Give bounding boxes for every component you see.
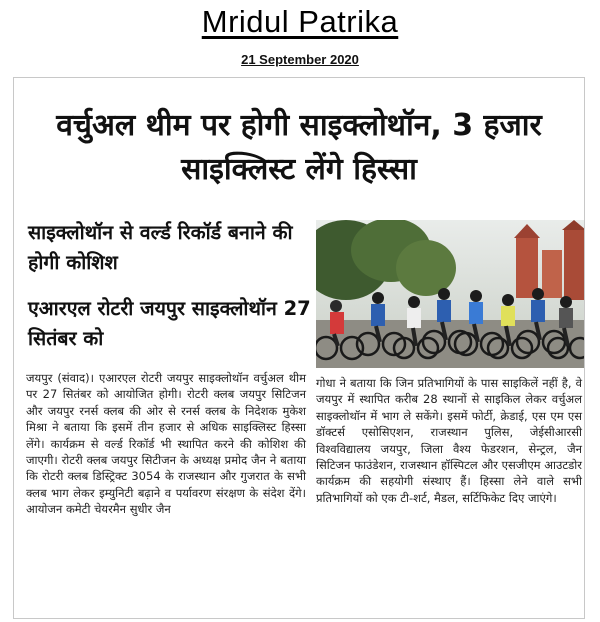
article-body-column-1: जयपुर (संवाद)। एआरएल रोटरी जयपुर साइक्लोथॉन वर्चुअल थीम पर 27 सितंबर को आयोजित होगी। रोटरी क्लब जयपुर सिटिजन और जयपुर रनर्स क्लब की ओर से रनर्स क्लब के निदेशक मुकेश मिश्रा ने बताया कि इसमें तीन हजार से अधिक साइक्लिस्ट हिस्सा लेंगे। कार्यक्रम से वर्ल्ड रिकॉर्ड भी स्थापित करने की कोशिश की जाएगी। रोटरी क्लब जयपुर सिटीजन के अध्यक्ष प्रमोद जैन ने बताया कि रोटरी क्लब डिस्ट्रिक्ट 3054 के राजस्थान और गुजरात के सभी क्लब भाग लेकर इम्युनिटी बढ़ाने व पर्यावरण संरक्षण के संदेश देंगे। आयोजन कमेटी चेयरमैन सुधीर जैन xyxy=(26,371,306,517)
masthead xyxy=(0,4,600,40)
news-clipping xyxy=(13,77,585,619)
publication-name: Mridul Patrika xyxy=(201,4,399,39)
subheadline-event-date: एआरएल रोटरी जयपुर साइक्लोथॉन 27 सितंबर को xyxy=(28,297,311,350)
cyclists-photo xyxy=(316,220,584,368)
article-headline: वर्चुअल थीम पर होगी साइक्लोथॉन, 3 हजार साइक्लिस्ट लेंगे हिस्सा xyxy=(56,108,542,187)
subheadline-world-record: साइक्लोथॉन से वर्ल्ड रिकॉर्ड बनाने की होगी कोशिश xyxy=(28,221,293,274)
article-body-column-2: गोधा ने बताया कि जिन प्रतिभागियों के पास साइकिलें नहीं है, वे जयपुर में स्थापित करीब 28 स्थानों से साइकिल लेकर वर्चुअल साइक्लोथॉन में भाग ले सकेंगे। इसमें फोर्टी, क्रेडाई, एस एम एस डॉक्टर्स एसोसिएशन, राजस्थान पुलिस, जेईसीआरसी विश्वविद्यालय जयपुर, जिला वैश्य फेडरशन, सेन्ट्रल, जैन सिटिजन फाउंडेशन, राजस्थान हॉस्पिटल और एसजीएम आउटडोर कार्यक्रम की सहयोगी संस्थाए हैं। हिस्सा लेने वाले सभी प्रतिभागियों को एक टी-शर्ट, मैडल, सर्टिफिकेट दिए जाएंगे। xyxy=(316,376,582,505)
publication-date: 21 September 2020 xyxy=(241,52,359,67)
